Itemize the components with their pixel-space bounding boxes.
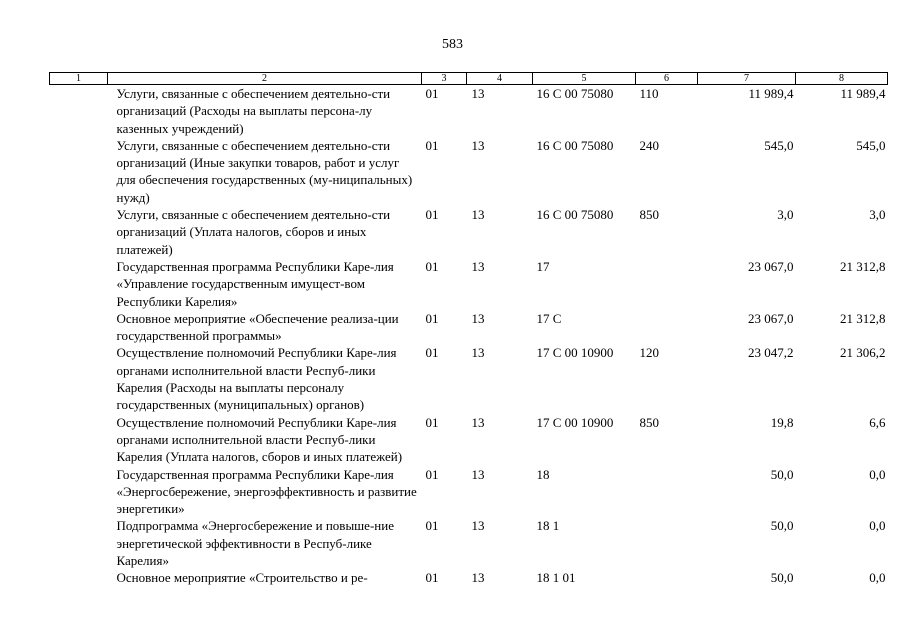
row-number-cell (50, 466, 108, 518)
section-cell: 01 (425, 518, 439, 534)
expense-type-cell: 110 (639, 86, 659, 101)
row-number-cell (50, 85, 108, 137)
target-article-cell: 17 С 00 10900 (536, 345, 614, 361)
section-cell: 01 (425, 86, 439, 101)
expense-type-cell: 850 (639, 414, 659, 430)
subsection-cell: 13 (471, 466, 485, 482)
expense-type-cell (636, 466, 698, 518)
target-article-cell: 17 С 00 10900 (536, 414, 614, 430)
row-name-cell: Осуществление полномочий Республики Каре-лия органами исполнительной власти Респуб-лики Карелия (Уплата налогов, сборов и иных платежей) (116, 414, 403, 465)
amount-2019-cell: 6,6 (869, 414, 886, 430)
amount-2018-cell: 23 047,2 (748, 345, 794, 361)
amount-2018-cell: 50,0 (770, 570, 794, 586)
subsection-cell: 13 (471, 137, 485, 153)
row-number-cell (50, 310, 108, 345)
table-row (50, 258, 888, 310)
row-name-cell: Основное мероприятие «Обеспечение реализа-ции государственной программы» (116, 310, 399, 344)
table-row (50, 466, 888, 518)
expense-type-cell (636, 569, 698, 586)
amount-2018-cell: 23 067,0 (748, 310, 794, 326)
target-article-cell: 18 1 (536, 518, 560, 534)
subsection-cell: 13 (471, 258, 485, 274)
table-row (50, 85, 888, 137)
column-header: 7 (698, 73, 796, 85)
amount-2019-cell: 3,0 (869, 207, 886, 223)
column-header: 4 (467, 73, 533, 85)
section-cell: 01 (425, 466, 439, 482)
section-cell: 01 (425, 345, 439, 361)
amount-2018-cell: 23 067,0 (748, 258, 794, 274)
amount-2019-cell: 21 312,8 (840, 310, 886, 326)
table-row (50, 137, 888, 206)
row-name-cell: Услуги, связанные с обеспечением деятельно-сти организаций (Иные закупки товаров, работ и услуг для обеспечения государственных (му-ниципальных) нужд) (116, 137, 413, 205)
amount-2019-cell: 545,0 (856, 137, 886, 153)
target-article-cell: 16 С 00 75080 (536, 86, 614, 101)
section-cell: 01 (425, 570, 439, 586)
amount-2019-cell: 11 989,4 (840, 86, 886, 101)
table-row (50, 517, 888, 569)
amount-2018-cell: 50,0 (770, 518, 794, 534)
row-number-cell (50, 414, 108, 466)
subsection-cell: 13 (471, 518, 485, 534)
amount-2018-cell: 11 989,4 (748, 86, 794, 101)
column-header: 2 (108, 73, 422, 85)
amount-2018-cell: 545,0 (764, 137, 794, 153)
target-article-cell: 18 (536, 466, 550, 482)
budget-table (49, 72, 888, 587)
page-number: 583 (442, 37, 463, 52)
expense-type-cell: 850 (639, 207, 659, 223)
row-name-cell: Услуги, связанные с обеспечением деятельно-сти организаций (Расходы на выплаты персона-лу казенных учреждений) (116, 86, 391, 136)
target-article-cell: 17 С (536, 310, 562, 326)
row-number-cell (50, 517, 108, 569)
table-row (50, 310, 888, 345)
row-number-cell (50, 258, 108, 310)
amount-2019-cell: 21 312,8 (840, 258, 886, 274)
amount-2019-cell: 0,0 (869, 518, 886, 534)
row-number-cell (50, 137, 108, 206)
column-header: 1 (50, 73, 108, 85)
subsection-cell: 13 (471, 345, 485, 361)
row-name-cell: Услуги, связанные с обеспечением деятельно-сти организаций (Уплата налогов, сборов и иных платежей) (116, 207, 391, 257)
subsection-cell: 13 (471, 207, 485, 223)
row-name-cell: Государственная программа Республики Каре-лия «Управление государственным имущест-вом Республики Карелия» (116, 258, 394, 309)
table-row (50, 569, 888, 586)
table-row (50, 206, 888, 258)
subsection-cell: 13 (471, 570, 485, 586)
subsection-cell: 13 (471, 310, 485, 326)
row-name-cell: Основное мероприятие «Строительство и ре- (116, 570, 368, 586)
column-header: 3 (422, 73, 467, 85)
section-cell: 01 (425, 310, 439, 326)
amount-2019-cell: 0,0 (869, 570, 886, 586)
expense-type-cell (636, 310, 698, 345)
target-article-cell: 18 1 01 (536, 570, 576, 586)
amount-2018-cell: 50,0 (770, 466, 794, 482)
expense-type-cell (636, 517, 698, 569)
expense-type-cell (636, 258, 698, 310)
amount-2018-cell: 19,8 (770, 414, 794, 430)
table-header-row (50, 73, 888, 85)
row-number-cell (50, 206, 108, 258)
target-article-cell: 17 (536, 258, 550, 274)
row-name-cell: Осуществление полномочий Республики Каре-лия органами исполнительной власти Респуб-лики Карелия (Расходы на выплаты персоналу государственных (муниципальных) органов) (116, 345, 397, 413)
section-cell: 01 (425, 258, 439, 274)
target-article-cell: 16 С 00 75080 (536, 207, 614, 223)
row-number-cell (50, 344, 108, 413)
section-cell: 01 (425, 414, 439, 430)
column-header: 6 (636, 73, 698, 85)
row-name-cell: Подпрограмма «Энергосбережение и повыше-ние энергетической эффективности в Респуб-лике Карелия» (116, 518, 394, 569)
section-cell: 01 (425, 137, 439, 153)
row-number-cell (50, 569, 108, 586)
expense-type-cell: 120 (639, 345, 659, 361)
amount-2019-cell: 21 306,2 (840, 345, 886, 361)
table-row (50, 344, 888, 413)
table-row (50, 414, 888, 466)
amount-2018-cell: 3,0 (777, 207, 794, 223)
target-article-cell: 16 С 00 75080 (536, 137, 614, 153)
column-header: 5 (533, 73, 636, 85)
subsection-cell: 13 (471, 414, 485, 430)
expense-type-cell: 240 (639, 137, 659, 153)
subsection-cell: 13 (471, 86, 485, 101)
column-header: 8 (796, 73, 888, 85)
row-name-cell: Государственная программа Республики Каре-лия «Энергосбережение, энергоэффективность и развитие энергетики» (116, 466, 417, 517)
amount-2019-cell: 0,0 (869, 466, 886, 482)
section-cell: 01 (425, 207, 439, 223)
